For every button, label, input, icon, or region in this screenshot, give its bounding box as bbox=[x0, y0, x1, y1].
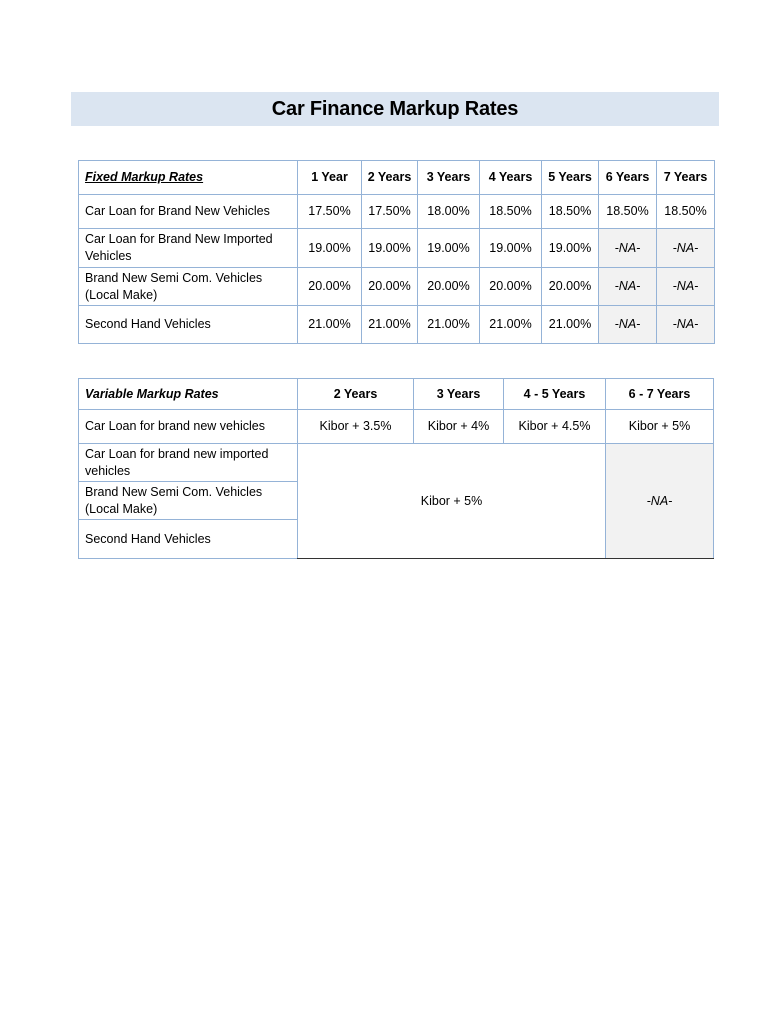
column-header: 5 Years bbox=[542, 161, 599, 195]
column-header: 4 Years bbox=[480, 161, 542, 195]
table-header-row bbox=[79, 379, 714, 410]
table-cell: Kibor + 5% bbox=[606, 410, 714, 444]
table-cell: 20.00% bbox=[298, 268, 362, 306]
row-label: Car Loan for brand new vehicles bbox=[79, 410, 298, 444]
table-row bbox=[79, 195, 715, 229]
row-label: Brand New Semi Com. Vehicles (Local Make) bbox=[79, 482, 298, 520]
table-row bbox=[79, 306, 715, 344]
fixed-header-label: Fixed Markup Rates bbox=[79, 161, 298, 195]
column-header: 7 Years bbox=[657, 161, 715, 195]
table-row bbox=[79, 229, 715, 268]
na-cell: -NA- bbox=[657, 268, 715, 306]
table-cell: 18.00% bbox=[418, 195, 480, 229]
variable-header-label: Variable Markup Rates bbox=[79, 379, 298, 410]
na-cell: -NA- bbox=[599, 268, 657, 306]
table-cell: 19.00% bbox=[298, 229, 362, 268]
merged-rate-cell: Kibor + 5% bbox=[298, 444, 606, 559]
column-header: 3 Years bbox=[418, 161, 480, 195]
table-row bbox=[79, 410, 714, 444]
na-cell: -NA- bbox=[599, 229, 657, 268]
table-cell: Kibor + 3.5% bbox=[298, 410, 414, 444]
na-cell: -NA- bbox=[657, 306, 715, 344]
table-cell: 20.00% bbox=[418, 268, 480, 306]
table-cell: 18.50% bbox=[599, 195, 657, 229]
table-cell: 19.00% bbox=[542, 229, 599, 268]
table-row bbox=[79, 268, 715, 306]
table-cell: Kibor + 4.5% bbox=[504, 410, 606, 444]
column-header: 2 Years bbox=[362, 161, 418, 195]
table-cell: 20.00% bbox=[362, 268, 418, 306]
row-label: Car Loan for Brand New Vehicles bbox=[79, 195, 298, 229]
table-cell: 19.00% bbox=[418, 229, 480, 268]
merged-na-cell: -NA- bbox=[606, 444, 714, 559]
na-cell: -NA- bbox=[657, 229, 715, 268]
column-header: 6 - 7 Years bbox=[606, 379, 714, 410]
table-cell: 19.00% bbox=[362, 229, 418, 268]
row-label: Car Loan for Brand New Imported Vehicles bbox=[79, 229, 298, 268]
title-bar bbox=[71, 92, 719, 126]
column-header: 2 Years bbox=[298, 379, 414, 410]
table-cell: 19.00% bbox=[480, 229, 542, 268]
table-cell: 17.50% bbox=[298, 195, 362, 229]
column-header: 1 Year bbox=[298, 161, 362, 195]
row-label: Second Hand Vehicles bbox=[79, 306, 298, 344]
row-label: Second Hand Vehicles bbox=[79, 520, 298, 559]
table-row bbox=[79, 444, 714, 482]
table-cell: 20.00% bbox=[542, 268, 599, 306]
column-header: 3 Years bbox=[414, 379, 504, 410]
column-header: 6 Years bbox=[599, 161, 657, 195]
table-cell: 21.00% bbox=[542, 306, 599, 344]
table-cell: 18.50% bbox=[657, 195, 715, 229]
table-cell: 17.50% bbox=[362, 195, 418, 229]
row-label: Brand New Semi Com. Vehicles (Local Make) bbox=[79, 268, 298, 306]
na-cell: -NA- bbox=[599, 306, 657, 344]
table-cell: 18.50% bbox=[542, 195, 599, 229]
table-cell: 21.00% bbox=[480, 306, 542, 344]
page-title: Car Finance Markup Rates bbox=[271, 97, 519, 120]
table-cell: 18.50% bbox=[480, 195, 542, 229]
table-cell: 21.00% bbox=[362, 306, 418, 344]
column-header: 4 - 5 Years bbox=[504, 379, 606, 410]
table-cell: 21.00% bbox=[298, 306, 362, 344]
table-cell: Kibor + 4% bbox=[414, 410, 504, 444]
table-header-row bbox=[79, 161, 715, 195]
table-cell: 21.00% bbox=[418, 306, 480, 344]
row-label: Car Loan for brand new imported vehicles bbox=[79, 444, 298, 482]
table-cell: 20.00% bbox=[480, 268, 542, 306]
fixed-markup-rates-table bbox=[78, 160, 715, 344]
variable-markup-rates-table bbox=[78, 378, 714, 559]
